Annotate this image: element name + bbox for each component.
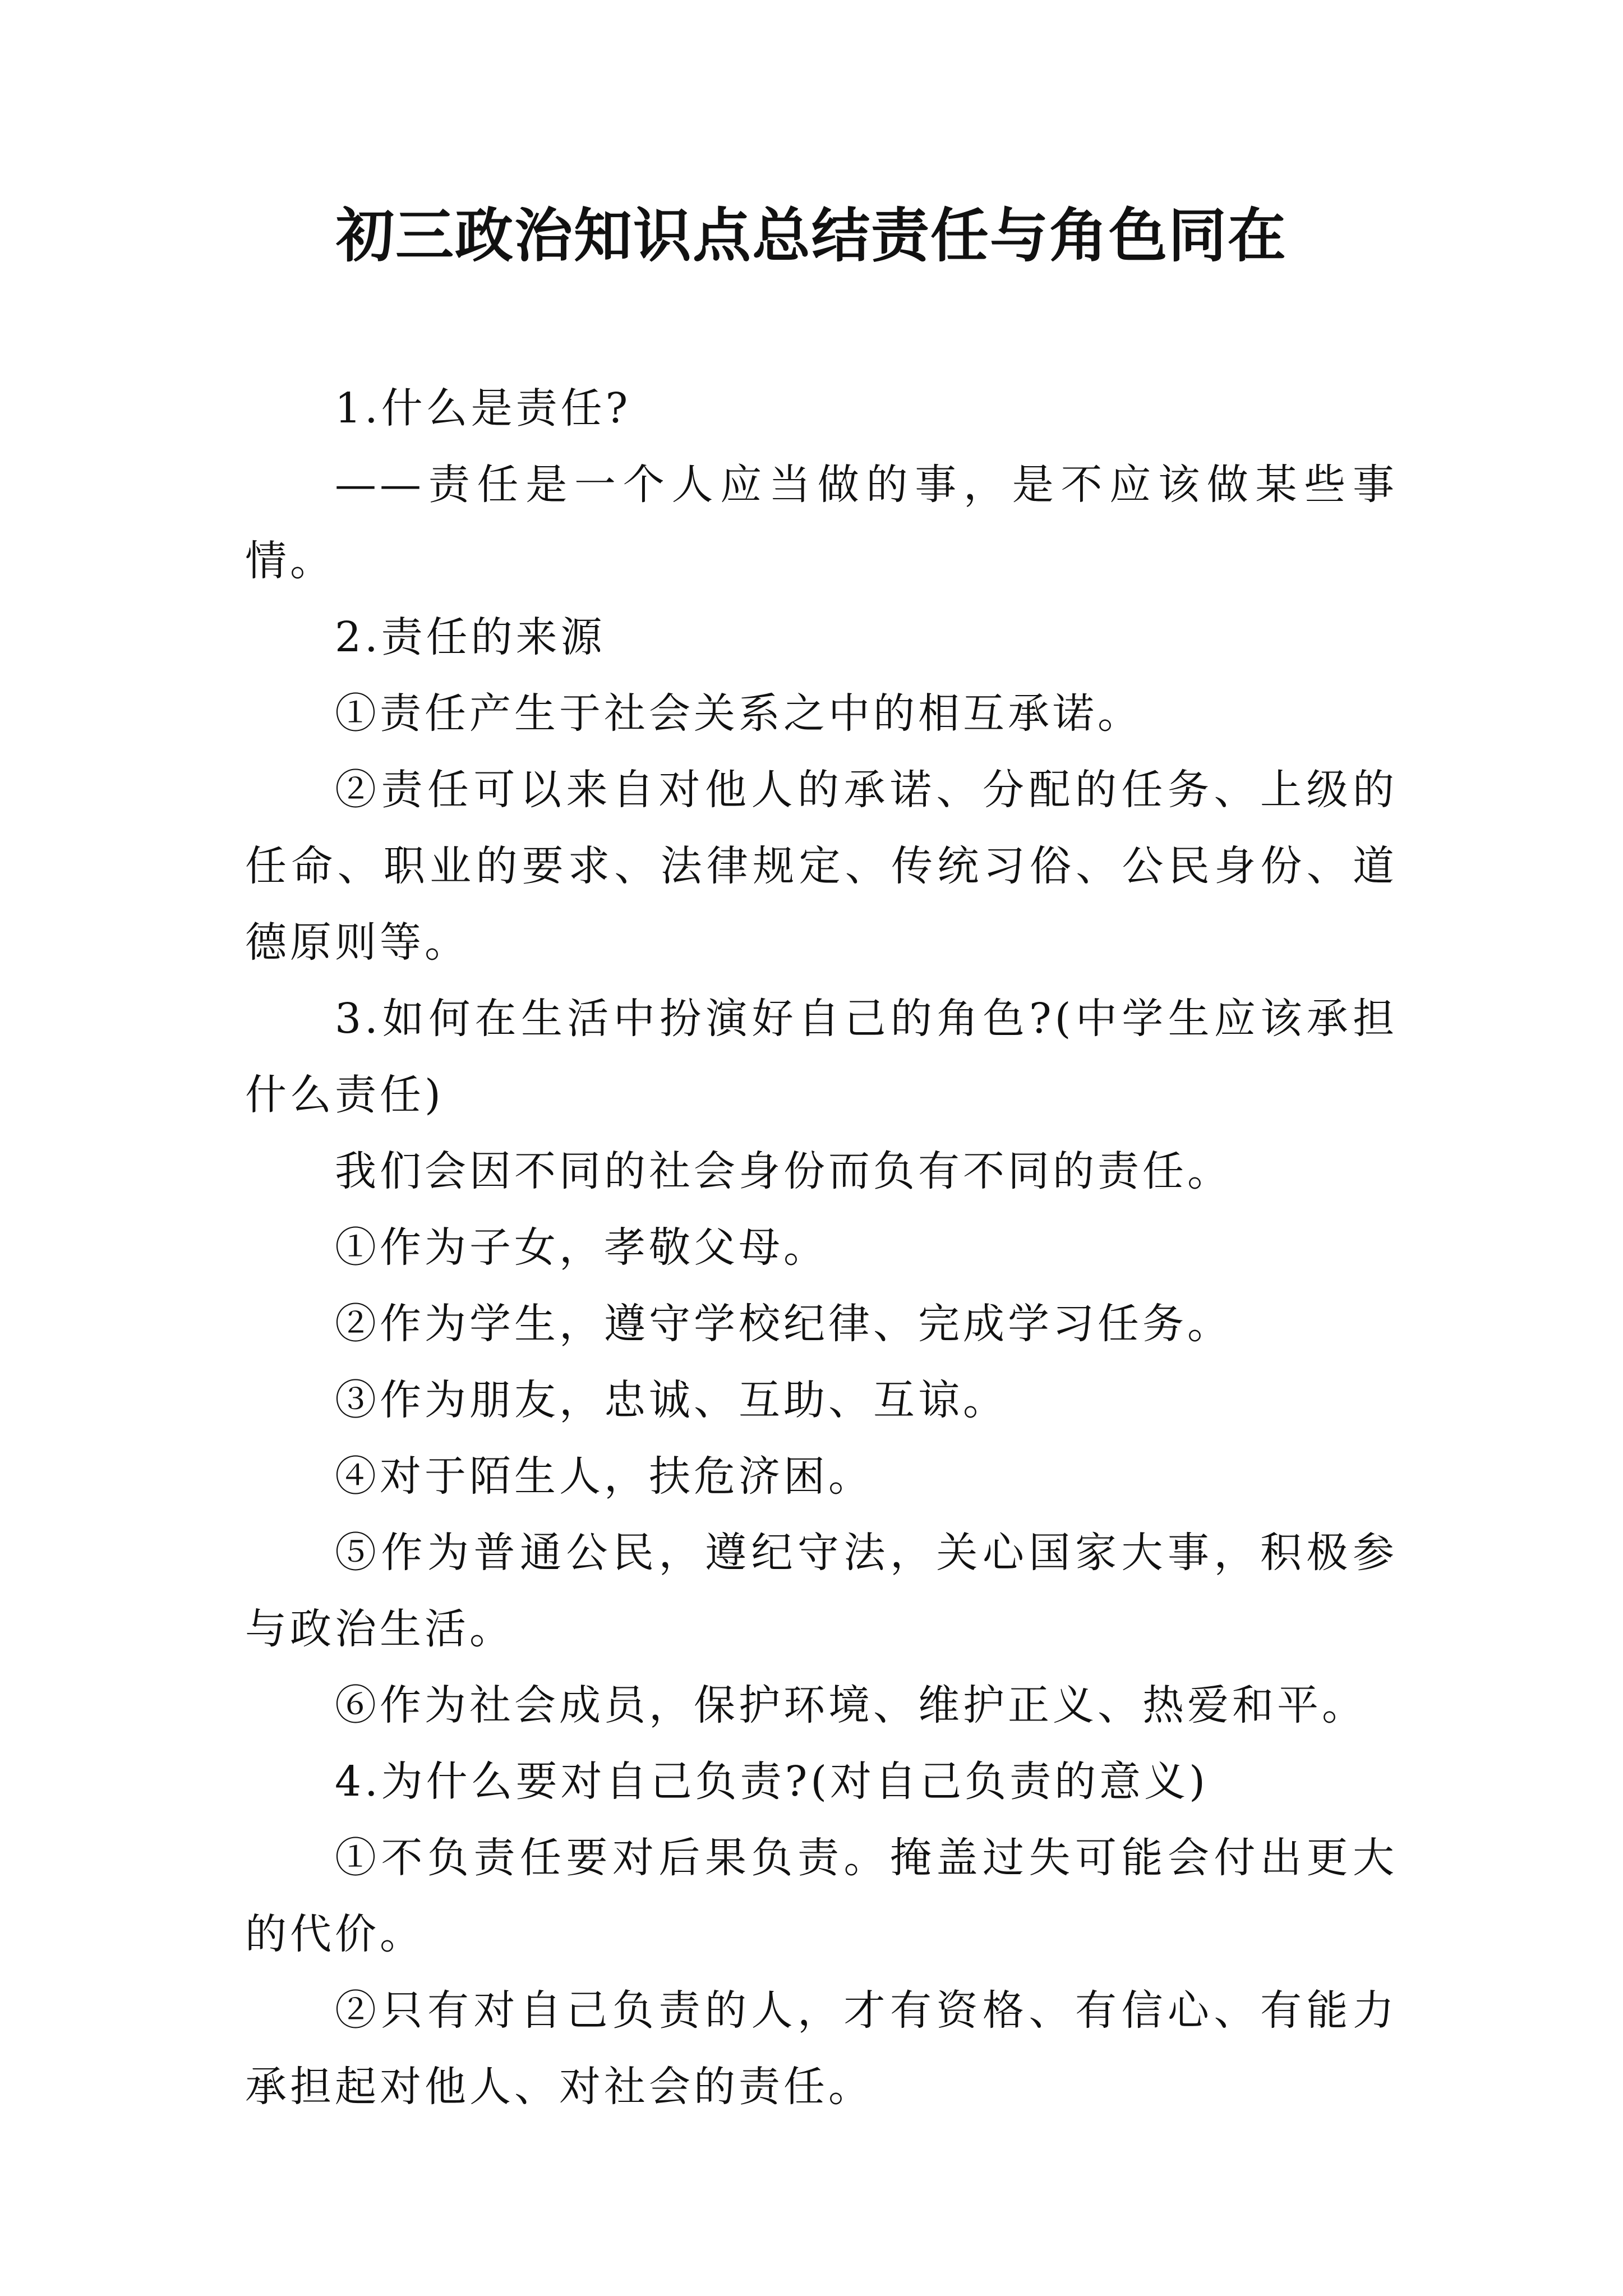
paragraph: 1.什么是责任? <box>335 384 631 432</box>
paragraph: ①责任产生于社会关系之中的相互承诺。 <box>335 689 1142 738</box>
paragraph: ①作为子女，孝敬父母。 <box>335 1223 828 1272</box>
paragraph: ⑥作为社会成员，保护环境、维护正义、热爱和平。 <box>335 1681 1367 1729</box>
paragraph: ——责任是一个人应当做的事，是不应该做某些事情。 <box>245 461 1398 585</box>
paragraph: ①不负责任要对后果负责。掩盖过失可能会付出更大的代价。 <box>245 1834 1398 1958</box>
paragraph: ⑤作为普通公民，遵纪守法，关心国家大事，积极参与政治生活。 <box>245 1529 1398 1653</box>
paragraph: ②责任可以来自对他人的承诺、分配的任务、上级的任命、职业的要求、法律规定、传统习俗、公民身份、道德原则等。 <box>245 766 1398 967</box>
paragraph: ④对于陌生人，扶危济困。 <box>335 1452 873 1501</box>
paragraph: 4.为什么要对自己负责?(对自己负责的意义) <box>335 1757 1209 1806</box>
paragraph: 2.责任的来源 <box>335 613 606 661</box>
document-title: 初三政治知识点总结责任与角色同在 <box>335 201 1287 270</box>
paragraph: ③作为朋友，忠诚、互助、互谅。 <box>335 1376 1008 1424</box>
paragraph: 我们会因不同的社会身份而负有不同的责任。 <box>335 1147 1232 1195</box>
paragraph: 3.如何在生活中扮演好自己的角色?(中学生应该承担什么责任) <box>245 995 1398 1119</box>
document-body <box>245 370 1398 2125</box>
paragraph: ②作为学生，遵守学校纪律、完成学习任务。 <box>335 1300 1232 1348</box>
paragraph: ②只有对自己负责的人，才有资格、有信心、有能力承担起对他人、对社会的责任。 <box>245 1986 1398 2111</box>
